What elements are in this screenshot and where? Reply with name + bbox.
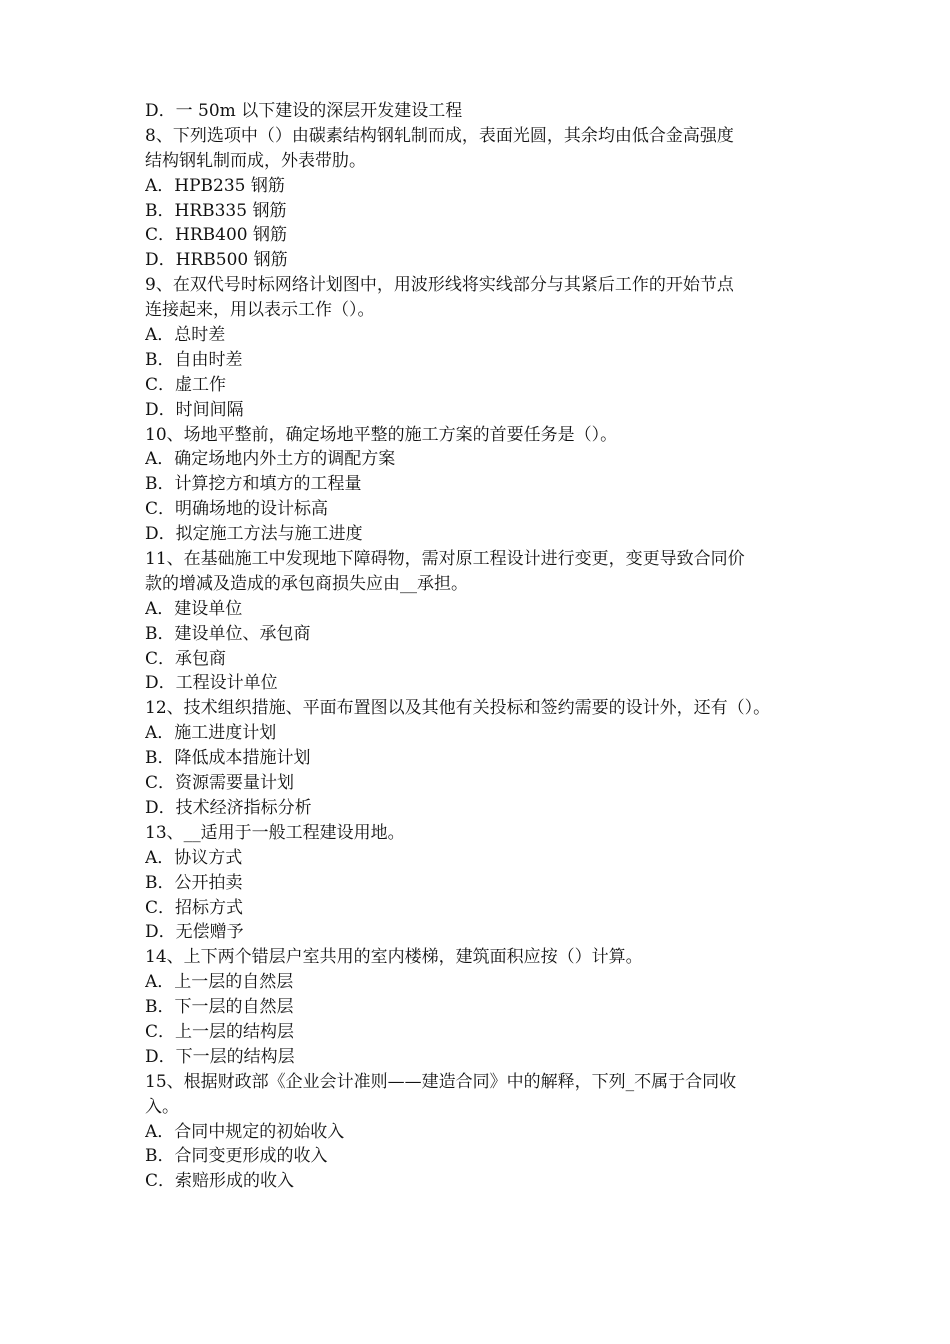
text-line: C．HRB400 钢筋 [145, 225, 287, 246]
text-line: D．工程设计单位 [145, 673, 278, 694]
text-line: A．建设单位 [145, 598, 243, 619]
text-line: A．合同中规定的初始收入 [145, 1121, 345, 1142]
text-line: 款的增减及造成的承包商损失应由__承担。 [145, 573, 468, 594]
text-line: 8、下列选项中（）由碳素结构钢轧制而成，表面光圆，其余均由低合金高强度 [145, 125, 734, 146]
text-line: C．资源需要量计划 [145, 773, 295, 794]
text-line: B．下一层的自然层 [145, 997, 294, 1018]
text-line: D．时间间隔 [145, 399, 244, 420]
text-line: B．降低成本措施计划 [145, 748, 311, 769]
text-line: D．拟定施工方法与施工进度 [145, 524, 363, 545]
text-line: A．HPB235 钢筋 [145, 175, 285, 196]
text-line: 9、在双代号时标网络计划图中，用波形线将实线部分与其紧后工作的开始节点 [145, 275, 734, 296]
text-line: A．确定场地内外土方的调配方案 [145, 449, 396, 470]
text-line: 结构钢轧制而成，外表带肋。 [145, 150, 366, 171]
text-line: C．索赔形成的收入 [145, 1171, 295, 1192]
text-line: 13、__适用于一般工程建设用地。 [145, 822, 405, 843]
text-line: C．明确场地的设计标高 [145, 499, 329, 520]
text-line: C．虚工作 [145, 374, 227, 395]
text-line: B．HRB335 钢筋 [145, 200, 287, 221]
text-line: B．建设单位、承包商 [145, 623, 311, 644]
text-line: D．一 50m 以下建设的深层开发建设工程 [145, 101, 463, 121]
text-line: D．技术经济指标分析 [145, 797, 312, 818]
text-line: D．下一层的结构层 [145, 1046, 295, 1067]
text-line: B．合同变更形成的收入 [145, 1146, 328, 1167]
text-line: 入。 [145, 1096, 179, 1117]
text-line: A．施工进度计划 [145, 723, 277, 744]
text-line: 11、在基础施工中发现地下障碍物，需对原工程设计进行变更，变更导致合同价 [145, 549, 745, 570]
text-line: A．总时差 [145, 325, 226, 346]
text-line: 10、场地平整前，确定场地平整的施工方案的首要任务是（）。 [145, 424, 618, 445]
text-line: B．自由时差 [145, 349, 243, 370]
text-line: C．承包商 [145, 648, 227, 669]
text-line: D．HRB500 钢筋 [145, 250, 288, 271]
text-line: A．协议方式 [145, 847, 243, 868]
text-line: D．无偿赠予 [145, 922, 244, 943]
text-line: 15、根据财政部《企业会计准则——建造合同》中的解释，下列_不属于合同收 [145, 1071, 737, 1092]
text-line: C．招标方式 [145, 897, 244, 918]
text-line: B．计算挖方和填方的工程量 [145, 474, 362, 495]
text-line: A．上一层的自然层 [145, 972, 294, 993]
text-line: 14、上下两个错层户室共用的室内楼梯，建筑面积应按（）计算。 [145, 947, 643, 968]
text-line: C．上一层的结构层 [145, 1021, 295, 1042]
text-line: 连接起来，用以表示工作（）。 [145, 300, 375, 321]
document-body [145, 99, 810, 1194]
text-line: B．公开拍卖 [145, 872, 243, 893]
text-line: 12、技术组织措施、平面布置图以及其他有关投标和签约需要的设计外，还有（）。 [145, 698, 771, 719]
